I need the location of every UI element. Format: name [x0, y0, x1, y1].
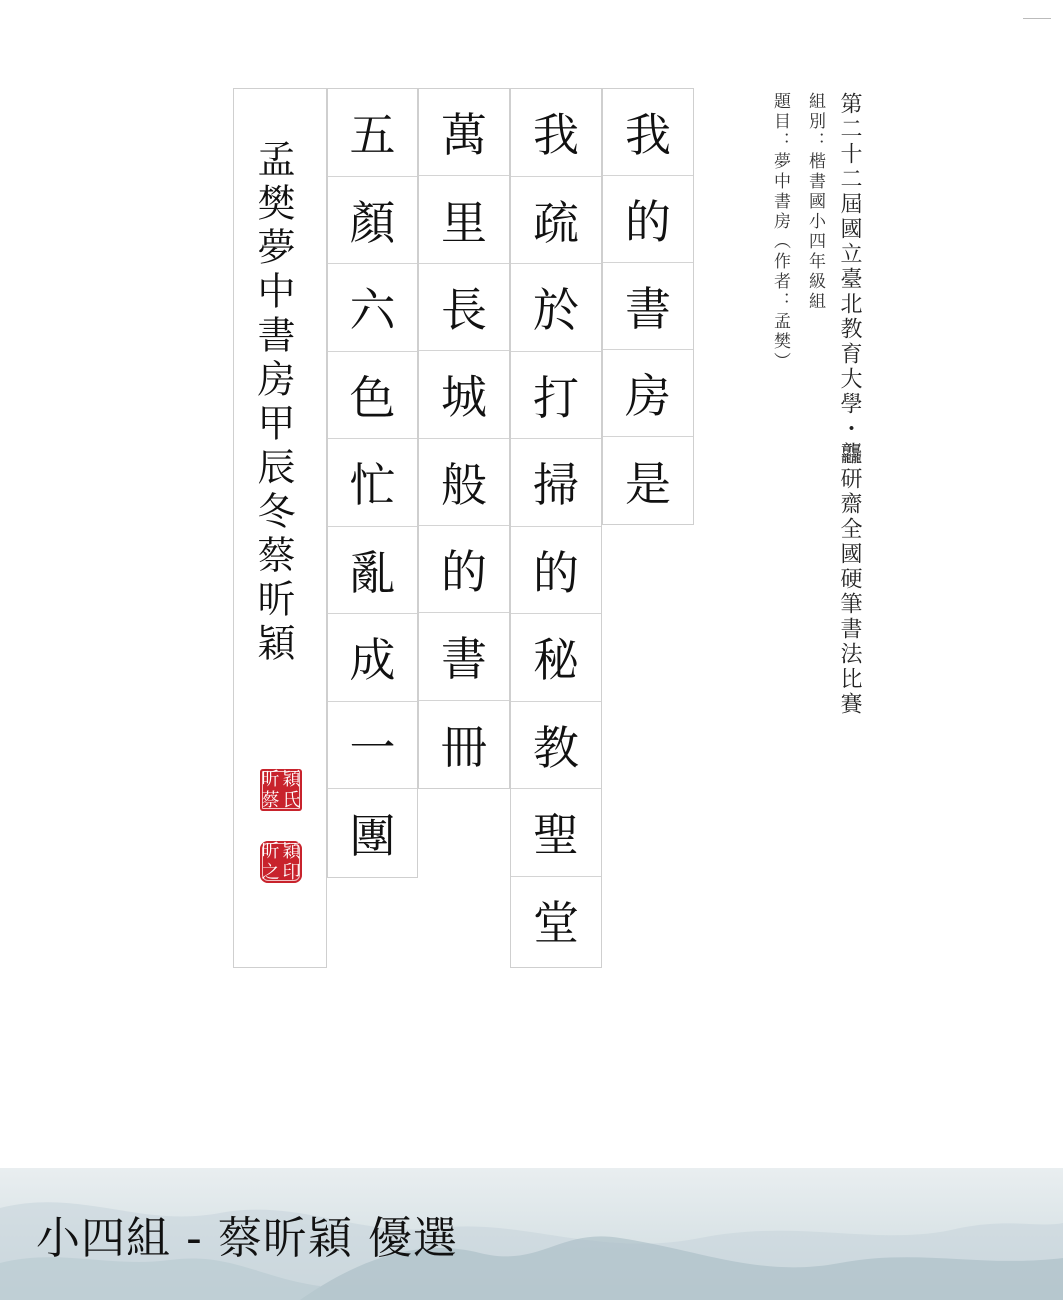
poem-char: 般	[419, 439, 509, 526]
poem-char: 聖	[511, 789, 601, 877]
seal-char: 昕	[261, 769, 280, 790]
red-seal-stamp	[260, 769, 302, 811]
seal-char: 印	[282, 861, 301, 883]
poem-column-4	[327, 88, 418, 878]
poem-char: 萬	[419, 89, 509, 176]
poem-char: 成	[328, 614, 417, 702]
poem-char: 長	[419, 264, 509, 351]
competition-title: 第二十二屆國立臺北教育大學・龘研齋全國硬筆書法比賽	[837, 92, 862, 717]
poem-char: 色	[328, 352, 417, 440]
poem-char: 顏	[328, 177, 417, 265]
poem-char: 里	[419, 176, 509, 263]
award-caption: 小四組 - 蔡昕穎 優選	[36, 1213, 458, 1264]
poem-column-3	[418, 88, 510, 789]
poem-char: 的	[511, 527, 601, 615]
seal-char: 氏	[282, 789, 301, 811]
poem-char: 六	[328, 264, 417, 352]
poem-char: 的	[419, 526, 509, 613]
seal-char: 穎	[282, 841, 301, 862]
poem-char: 是	[625, 456, 671, 511]
corner-mark	[1023, 6, 1051, 19]
poem-char: 的	[603, 176, 693, 263]
poem-char: 忙	[328, 439, 417, 527]
seal-char: 蔡	[261, 789, 280, 811]
poem-char: 我	[603, 89, 693, 176]
poem-char: 一	[328, 702, 417, 790]
topic-label: 題目：夢中書房（作者：孟樊）	[770, 92, 790, 372]
poem-char: 城	[419, 351, 509, 438]
signature-column	[233, 88, 327, 968]
poem-column-2	[510, 88, 602, 968]
seal-char: 穎	[282, 769, 301, 790]
seal-char: 之	[261, 861, 280, 883]
poem-char: 亂	[328, 527, 417, 615]
poem-char: 團	[349, 808, 396, 863]
signature-text: 孟樊夢中書房甲辰冬蔡昕穎	[251, 139, 295, 667]
poem-char: 於	[511, 264, 601, 352]
poem-char: 書	[419, 613, 509, 700]
group-label: 組別：楷書國小四年級組	[805, 92, 825, 312]
red-seal-stamp	[260, 841, 302, 883]
footer-banner	[0, 1168, 1063, 1300]
poem-char: 教	[511, 702, 601, 790]
poem-char: 掃	[511, 439, 601, 527]
poem-char: 疏	[511, 177, 601, 265]
poem-char: 打	[511, 352, 601, 440]
poem-char: 冊	[441, 720, 487, 775]
poem-char: 書	[603, 263, 693, 350]
poem-column-1	[602, 88, 694, 525]
poem-char: 我	[511, 89, 601, 177]
poem-char: 房	[603, 350, 693, 437]
poem-char: 堂	[533, 896, 579, 951]
seal-char: 昕	[261, 841, 280, 862]
poem-char: 五	[328, 89, 417, 177]
poem-char: 秘	[511, 614, 601, 702]
